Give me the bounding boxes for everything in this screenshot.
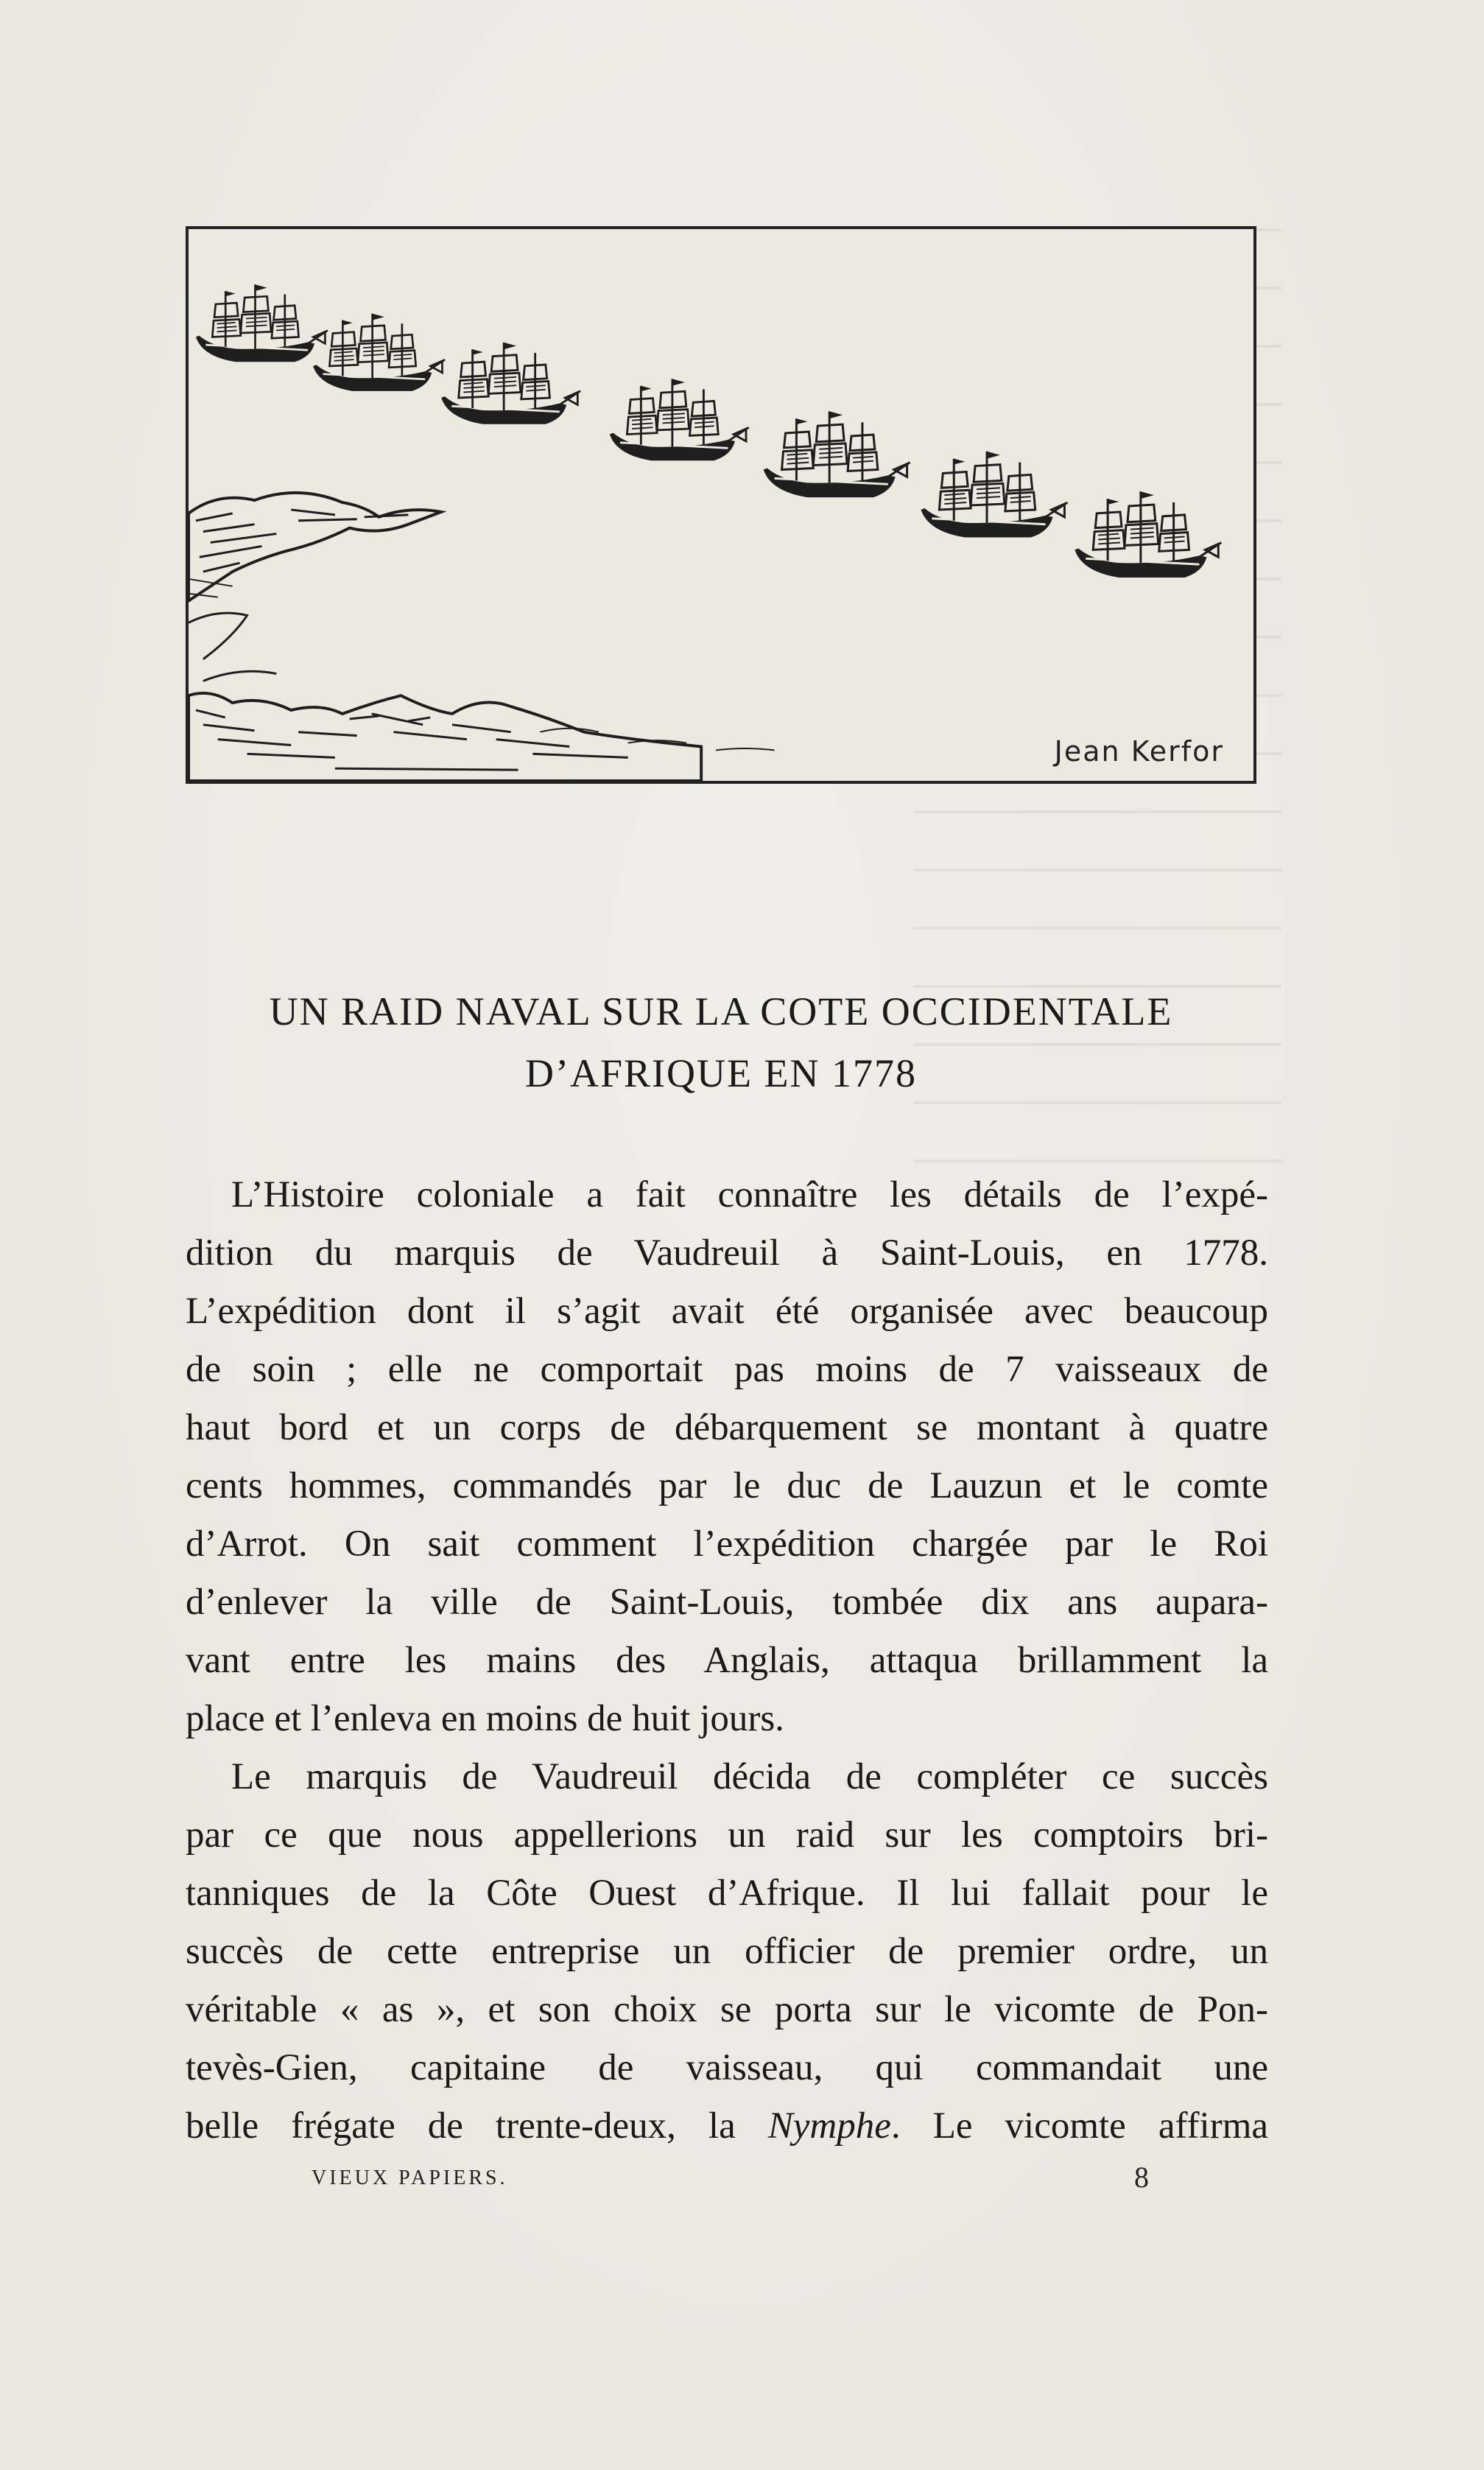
text-line: tanniques de la Côte Ouest d’Afrique. Il lui fallait pour le [186, 1873, 1268, 1914]
artist-signature: Jean Kerfor [1054, 735, 1224, 768]
chapter-title-line-2: D’AFRIQUE EN 1778 [525, 1051, 917, 1095]
text-line: par ce que nous appellerions un raid sur les comptoirs bri- [186, 1814, 1268, 1856]
ship-name: Nymphe [767, 2105, 891, 2147]
text-line: d’enlever la ville de Saint-Louis, tombée dix ans aupara- [186, 1582, 1268, 1623]
text-line: de soin ; elle ne comportait pas moins de 7 vaisseaux de [186, 1349, 1268, 1390]
text-line: dition du marquis de Vaudreuil à Saint-Louis, en 1778. [186, 1232, 1268, 1274]
text-line: L’Histoire coloniale a fait connaître les détails de l’expé- [231, 1174, 1268, 1215]
chapter-title-line-1: UN RAID NAVAL SUR LA COTE OCCIDENTALE [269, 989, 1173, 1034]
text-line: L’expédition dont il s’agit avait été organisée avec beaucoup [186, 1291, 1268, 1332]
ships-illustration [186, 226, 1256, 784]
text-line: vant entre les mains des Anglais, attaqua brillamment la [186, 1640, 1268, 1681]
text-fragment: belle frégate de trente-deux, la [186, 2105, 768, 2147]
footer-signature-mark: VIEUX PAPIERS. [312, 2166, 508, 2189]
text-line: haut bord et un corps de débarquement se montant à quatre [186, 1407, 1268, 1448]
text-line [186, 2097, 1268, 2155]
text-line: succès de cette entreprise un officier de premier ordre, un [186, 1931, 1268, 1972]
body-text [186, 1166, 1268, 2155]
ships-engraving [189, 229, 1253, 781]
text-line: place et l’enleva en moins de huit jours. [186, 1698, 784, 1739]
text-line: véritable « as », et son choix se porta sur le vicomte de Pon- [186, 1989, 1268, 2030]
text-fragment: . Le vicomte affirma [890, 2105, 1268, 2147]
text-line: tevès-Gien, capitaine de vaisseau, qui commandait une [186, 2047, 1268, 2088]
text-line: d’Arrot. On sait comment l’expédition chargée par le Roi [186, 1523, 1268, 1565]
text-line: cents hommes, commandés par le duc de Lauzun et le comte [186, 1465, 1268, 1506]
footer-gathering-number: 8 [1134, 2161, 1149, 2194]
text-line: Le marquis de Vaudreuil décida de compléter ce succès [231, 1756, 1268, 1797]
